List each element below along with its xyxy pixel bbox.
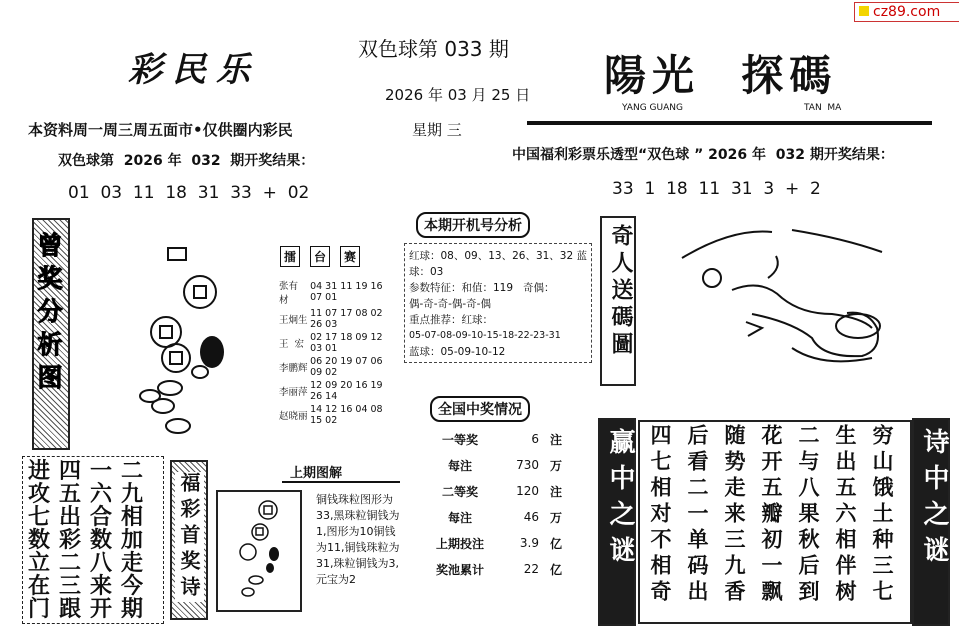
prize-label: 奖池累计: [435, 562, 484, 577]
arena-name: 张有材: [279, 281, 299, 306]
table-row: [426, 556, 572, 582]
prize-value: 730: [516, 458, 539, 472]
analysis-box: [404, 243, 592, 363]
prize-value: 22: [523, 562, 539, 576]
issue-title: 双色球第 033 期: [358, 37, 509, 61]
right-poem: [642, 424, 901, 614]
weekday-text: 星期 三: [412, 121, 462, 139]
issue-date: 2026 年 03 月 25 日: [385, 86, 531, 104]
analysis-line: 05-07-08-09-10-15-18-22-23-31: [409, 330, 561, 341]
poem-row: 门跟开期: [28, 596, 153, 622]
table-row: [278, 331, 390, 355]
coin-icon-3: [162, 344, 190, 372]
table-row: [278, 355, 390, 379]
arena-title-char: 赛: [340, 246, 360, 267]
middle-tag: [600, 216, 636, 386]
side-banner-left-text: 赢中之谜: [605, 428, 635, 572]
arena-name: 李丽萍: [279, 387, 308, 398]
left-banner-text: 曾奖分析图: [34, 232, 63, 397]
prize-label: 每注: [447, 458, 472, 473]
left-poem-tag: [170, 460, 208, 620]
prize-unit: 亿: [549, 562, 562, 577]
arena-name: 赵晓丽: [279, 411, 308, 422]
prize-table: [426, 426, 572, 582]
right-result-title: 中国福利彩票乐透型“双色球 ” 2026 年 032 期开奖结果：: [512, 147, 894, 163]
analysis-title: 本期开机号分析: [416, 212, 530, 238]
poem-column: 穷山饿土种三七: [870, 424, 895, 606]
arena-title-char: 台: [310, 246, 330, 267]
arena-numbers: 14 12 16 04 08 15 02: [310, 404, 383, 426]
arena-numbers: 04 31 11 19 16 07 01: [310, 281, 383, 303]
prize-value: 120: [516, 484, 539, 498]
arena-numbers: 02 17 18 09 12 03 01: [310, 332, 383, 354]
table-row: [278, 403, 390, 427]
middle-tag-text: 奇人送碼圖: [608, 224, 633, 359]
poem-column: 二与八果秋后到: [796, 424, 821, 606]
prize-label: 每注: [447, 510, 472, 525]
poem-column: 生出五六相伴树: [833, 424, 858, 606]
poem-row: 立二八走: [28, 550, 153, 576]
last-chart-svg: [218, 492, 300, 610]
arena-name: 李鹏辉: [279, 363, 308, 374]
prize-label: 上期投注: [435, 536, 484, 551]
table-row: [426, 452, 572, 478]
poem-column: 后看二一单码出: [685, 424, 710, 606]
left-result-title: 双色球第 2026 年 032 期开奖结果：: [58, 153, 315, 169]
arena-numbers: 11 07 17 08 02 26 03: [310, 308, 383, 330]
poem-row: 攻五六九: [28, 481, 153, 507]
right-logo-sub-left: YANG GUANG: [622, 103, 683, 113]
prize-unit: 注: [549, 432, 562, 447]
arena-numbers: 06 20 19 07 06 09 02: [310, 356, 383, 378]
watermark-square-icon: [859, 6, 869, 16]
arena-name: 王 宏: [279, 339, 305, 350]
prize-unit: 亿: [549, 536, 562, 551]
arena-numbers: 12 09 20 16 19 26 14: [310, 380, 383, 402]
table-row: [426, 478, 572, 504]
prize-value: 46: [523, 510, 539, 524]
stone-illustration: [672, 218, 922, 378]
analysis-line: 重点推荐：红球：: [409, 314, 493, 326]
coin-icon-2: [151, 317, 181, 347]
arena-panel: [278, 246, 390, 426]
watermark-text: cz89.com: [873, 4, 941, 20]
header-rule: [527, 121, 932, 125]
prize-unit: 万: [549, 510, 562, 525]
prize-unit: 注: [549, 484, 562, 499]
coin-chart-illustration: [118, 240, 238, 440]
table-row: [426, 530, 572, 556]
notice-text: 本资料周一周三周五面市•仅供圈内彩民: [28, 121, 293, 139]
table-row: [278, 379, 390, 403]
ingot-icon: [168, 248, 186, 260]
analysis-line: 红球：08、09、13、26、31、32 蓝: [409, 250, 588, 262]
analysis-line: 蓝球：05-09-10-12: [409, 346, 506, 358]
side-banner-right-text: 诗中之谜: [919, 428, 949, 572]
black-bead-icon: [200, 336, 224, 368]
arena-title-char: 擂: [280, 246, 300, 267]
prize-label: 一等奖: [441, 432, 478, 447]
prize-value: 3.9: [519, 536, 539, 550]
right-result-numbers: 33 1 18 11 31 3 + 2: [612, 179, 821, 199]
poem-row: 七出合相: [28, 504, 153, 530]
poem-column: 四七相对不相奇: [648, 424, 673, 606]
analysis-line: 参数特征：和值：119 奇偶：: [409, 282, 555, 294]
arena-name: 王炯生: [279, 315, 308, 326]
prize-value: 6: [531, 432, 539, 446]
poem-row: 进四一二: [28, 458, 153, 484]
prize-title: 全国中奖情况: [430, 396, 530, 422]
side-banner-left: [598, 418, 636, 626]
right-logo-sub-right: TAN MA: [804, 103, 842, 113]
prize-label: 二等奖: [441, 484, 478, 499]
table-row: [426, 504, 572, 530]
table-row: [278, 307, 390, 331]
left-result-numbers: 01 03 11 18 31 33 + 02: [68, 183, 310, 203]
last-chart-title: 上期图解: [282, 462, 400, 483]
last-chart-drawing: [216, 490, 302, 612]
last-chart-text: 铜钱珠粒图形为33,黑珠粒铜钱为1,图形为10铜钱为11,铜钱珠粒为31,珠粒铜钱为3,元宝为2: [316, 493, 400, 586]
poem-column: 花开五瓣初一飘: [759, 424, 784, 606]
brand-logo: 彩民乐: [128, 50, 260, 90]
poem-row: 数彩数加: [28, 527, 153, 553]
left-poem: [28, 460, 152, 621]
watermark-badge: [854, 2, 959, 22]
analysis-line: 球：03: [409, 266, 444, 278]
table-row: [278, 277, 390, 307]
left-poem-tag-text: 福彩首奖诗: [175, 472, 204, 602]
prize-unit: 万: [549, 458, 562, 473]
coin-icon-1: [184, 276, 216, 308]
left-banner: [32, 218, 70, 450]
right-logo: 陽光 探碼: [604, 51, 838, 100]
table-row: [426, 426, 572, 452]
side-banner-right: [912, 418, 950, 626]
arena-table: [278, 277, 390, 427]
poem-row: 在三来今: [28, 573, 153, 599]
poem-column: 随势走来三九香: [722, 424, 747, 606]
arena-title: [280, 246, 390, 267]
analysis-line: 偶-奇-奇-偶-奇-偶: [409, 298, 491, 310]
